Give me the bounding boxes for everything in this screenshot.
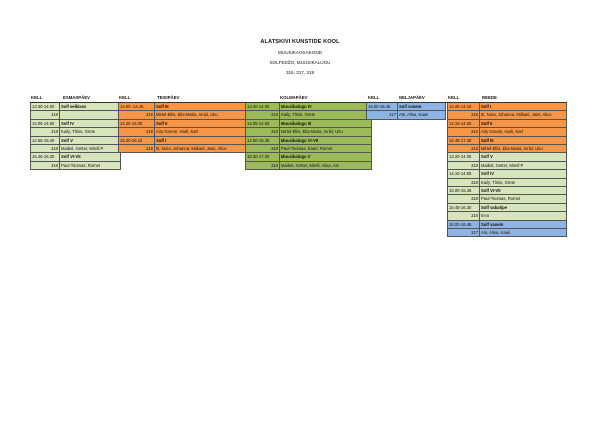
lesson-room-cell	[118, 128, 155, 136]
lesson-time-cell	[245, 137, 280, 145]
lesson-course-cell	[480, 103, 567, 111]
lesson-room: 317	[389, 112, 396, 118]
lesson-course-cell	[60, 120, 121, 128]
lesson-room: 318	[271, 129, 278, 135]
lesson-students: Iti, Nora, Johanna, Miikael, Jass, Alice	[156, 146, 227, 151]
lesson-time-cell	[245, 120, 280, 128]
school-title: ALATSKIVI KUNSTIDE KOOL	[260, 39, 340, 45]
lesson-room: 318	[51, 129, 58, 135]
lesson-students-cell	[398, 111, 446, 119]
lesson-time-cell	[30, 137, 60, 145]
lesson-students-cell	[60, 128, 121, 136]
lesson-course-cell	[480, 221, 567, 229]
lesson-students: Airy Greete, Harli, Karl	[481, 129, 523, 135]
lesson-room: 318	[471, 196, 478, 202]
lesson-time-cell	[118, 103, 155, 111]
lesson-room-cell	[118, 111, 155, 119]
lesson-time-cell	[30, 120, 60, 128]
lesson-room-cell	[447, 229, 480, 237]
lesson-course: Muusikalugu IV	[281, 104, 312, 109]
lesson-room-cell	[447, 179, 480, 187]
lesson-students-cell	[480, 128, 567, 136]
lesson-course-cell	[60, 153, 121, 161]
lesson-students: Mirtel-Eliis, Elia-Maria, Inriid, Uku	[156, 112, 218, 118]
lesson-course: Muusikalugu V	[281, 154, 311, 160]
lesson-time: 14.00.-14.45	[120, 104, 144, 109]
lesson-course: Solf II	[481, 120, 493, 126]
lesson-room-cell	[245, 128, 280, 136]
lesson-room: 316	[471, 129, 478, 135]
lesson-room: 318	[271, 162, 278, 168]
lesson-students-cell	[280, 145, 372, 153]
lesson-room-cell	[447, 162, 480, 170]
lesson-time: 14.10-14.55	[449, 171, 472, 177]
lesson-students: Ats, Alisa, Kaari	[481, 230, 511, 235]
lesson-room-cell	[30, 111, 60, 119]
lesson-time-cell	[447, 103, 480, 111]
lesson-course: Solf VI-VII	[481, 188, 501, 193]
lesson-students-cell	[480, 212, 567, 220]
lesson-room: 316	[146, 112, 153, 118]
lesson-time-cell	[447, 204, 480, 212]
lesson-students-cell	[480, 145, 567, 153]
column-header-tuesday: TEISIPÄEV	[157, 95, 180, 100]
lesson-course-cell	[280, 103, 372, 111]
lesson-time: 13.25-14.10	[449, 104, 472, 109]
lesson-room-cell	[30, 128, 60, 136]
lesson-room: 318	[471, 179, 478, 185]
subjects-label: SOLFEDŽO, MUUSIKALUGU	[269, 60, 331, 65]
lesson-time-cell	[447, 221, 480, 229]
lesson-room: 316	[471, 146, 478, 151]
lesson-students-cell	[280, 128, 372, 136]
lesson-students: Maibel, Getter, Mirell P	[61, 146, 104, 151]
rooms-label: 316, 317, 318	[285, 70, 315, 75]
lesson-time-cell	[447, 137, 480, 145]
lesson-students: Kaily, Tõnis, Grete	[281, 112, 316, 118]
lesson-course: Solf III	[481, 137, 494, 143]
lesson-course: Muusikalugu VI-VII	[281, 137, 319, 143]
lesson-room-cell	[447, 111, 480, 119]
lesson-students-cell	[155, 111, 248, 119]
lesson-students-cell	[480, 162, 567, 170]
lesson-students: Paul-Toomas, Romet	[61, 162, 101, 168]
lesson-time: 13.20-14.05	[247, 104, 270, 109]
lesson-time: 15.30-16.15	[120, 137, 143, 143]
lesson-course: Solf II	[156, 120, 168, 126]
lesson-students-cell	[480, 111, 567, 119]
lesson-students: Maibel, Getter, Mirell P	[481, 162, 524, 168]
lesson-students-cell	[60, 162, 121, 170]
lesson-room: 318	[471, 162, 478, 168]
lesson-students-cell	[480, 195, 567, 203]
lesson-time: 14.55-15.40	[32, 137, 55, 143]
column-header-kell-thu: KELL	[368, 95, 380, 100]
lesson-course-cell	[60, 103, 121, 111]
lesson-course-cell	[155, 120, 248, 128]
lesson-time-cell	[30, 103, 60, 111]
lesson-room-cell	[447, 195, 480, 203]
lesson-course: Solf IV	[481, 171, 495, 177]
lesson-room-cell	[30, 145, 60, 153]
lesson-room: 318	[271, 112, 278, 118]
lesson-room: 316	[146, 129, 153, 135]
lesson-time: 14.45-15.30	[120, 120, 143, 126]
lesson-time: 14.10-14.55	[449, 120, 472, 126]
lesson-time: 14.50-15.35	[247, 137, 270, 143]
lesson-course-cell	[155, 137, 248, 145]
lesson-room: 318	[51, 146, 58, 151]
lesson-students: Paul-Toomas, Kaari, Romet	[281, 146, 333, 151]
lesson-students: Maibel, Getter, Mirell, Alisa, Ats	[281, 162, 339, 168]
lesson-course: Solf V	[481, 154, 493, 160]
lesson-room-cell	[447, 128, 480, 136]
lesson-course: Solf III	[156, 104, 169, 109]
column-header-monday: ESMASPÄEV	[63, 95, 90, 100]
lesson-course-cell	[280, 153, 372, 161]
lesson-room-cell	[245, 111, 280, 119]
lesson-course: Solf vanem	[481, 221, 504, 227]
column-header-friday: REEDE	[482, 95, 497, 100]
lesson-room: 317	[471, 230, 478, 235]
lesson-course-cell	[480, 137, 567, 145]
lesson-course: Solf vanem	[399, 104, 422, 109]
lesson-students-cell	[60, 111, 121, 119]
lesson-time-cell	[366, 103, 398, 111]
lesson-students-cell	[60, 145, 121, 153]
lesson-room-cell	[447, 145, 480, 153]
lesson-time-cell	[118, 137, 155, 145]
lesson-room-cell	[245, 162, 280, 170]
lesson-time-cell	[245, 153, 280, 161]
lesson-students-cell	[155, 145, 248, 153]
lesson-students: Mirtel-Eliis, Elia-Maria, Inriid, Uku	[481, 146, 543, 151]
lesson-course-cell	[480, 153, 567, 161]
lesson-room-cell	[245, 145, 280, 153]
lesson-students: Inno	[481, 213, 490, 219]
lesson-course-cell	[60, 137, 121, 145]
lesson-time-cell	[245, 103, 280, 111]
lesson-students: Airy Greete, Harli, Karl	[156, 129, 198, 135]
lesson-students-cell	[280, 162, 372, 170]
lesson-time-cell	[447, 187, 480, 195]
lesson-room: 318	[51, 112, 58, 118]
lesson-course: Solf eelklass	[61, 104, 87, 109]
column-header-kell-mon: KELL	[31, 95, 43, 100]
lesson-course-cell	[280, 120, 372, 128]
lesson-students: Kaily, Tõnis, Grete	[61, 129, 96, 135]
lesson-room-cell	[366, 111, 398, 119]
lesson-course-cell	[480, 187, 567, 195]
lesson-course: Solf I	[156, 137, 167, 143]
lesson-time: 16.30-17.00	[247, 154, 270, 160]
lesson-room-cell	[447, 212, 480, 220]
lesson-students: Kaily, Tõnis, Grete	[481, 179, 516, 185]
lesson-room: 318	[271, 146, 278, 151]
lesson-room: 318	[471, 213, 478, 219]
column-header-kell-fri: KELL	[448, 95, 460, 100]
lesson-course: Solf vabaõpe	[481, 204, 508, 210]
lesson-course-cell	[280, 137, 372, 145]
column-header-thursday: NELJAPÄEV	[399, 95, 425, 100]
lesson-time: 14.05-14.50	[32, 120, 55, 126]
lesson-students-cell	[480, 179, 567, 187]
lesson-time: 13.20-14.05	[449, 154, 472, 160]
lesson-room: 316	[471, 112, 478, 118]
lesson-course-cell	[480, 170, 567, 178]
lesson-course-cell	[398, 103, 446, 111]
lesson-time-cell	[447, 120, 480, 128]
lesson-time: 15.45-16.30	[32, 154, 55, 160]
lesson-time-cell	[30, 153, 60, 161]
lesson-course: Solf IV	[61, 120, 75, 126]
column-header-wednesday: KOLMAPÄEV	[280, 95, 308, 100]
lesson-time-cell	[118, 120, 155, 128]
lesson-course: Solf I	[481, 104, 492, 109]
lesson-students-cell	[280, 111, 372, 119]
column-header-kell-tue: KELL	[119, 95, 131, 100]
lesson-time: 15.00-15.45	[449, 188, 472, 193]
lesson-students: Ats, Alisa, Kaari	[399, 112, 429, 118]
lesson-course-cell	[480, 204, 567, 212]
lesson-room-cell	[30, 162, 60, 170]
lesson-time: 13.30-14.00	[32, 104, 55, 109]
lesson-course: Muusikalugu III	[281, 120, 312, 126]
lesson-time: 14.05-14.50	[247, 120, 270, 126]
lesson-time-cell	[447, 170, 480, 178]
lesson-time: 16.00-16.45	[368, 104, 391, 109]
lesson-room: 318	[51, 162, 58, 168]
lesson-students-cell	[480, 229, 567, 237]
lesson-course-cell	[480, 120, 567, 128]
lesson-time: 16.00-16.45	[449, 221, 472, 227]
department-label: MUUSIKAOSAKOND	[278, 50, 322, 55]
lesson-course: Solf VI-VII	[61, 154, 81, 160]
lesson-time-cell	[447, 153, 480, 161]
lesson-students-cell	[155, 128, 248, 136]
lesson-students: Paul-Toomas, Romet	[481, 196, 521, 202]
lesson-students: Iti, Nora, Johanna, Miikael, Jass, Alice	[481, 112, 552, 118]
lesson-course: Solf V	[61, 137, 73, 143]
lesson-time: 16.45-17.30	[449, 137, 472, 143]
lesson-students: Mirtel-Eliis, Elia-Maria, Inriid, Uku	[281, 129, 343, 135]
lesson-time: 15.45-16.30	[449, 204, 472, 210]
lesson-course-cell	[155, 103, 248, 111]
lesson-room: 316	[146, 146, 153, 151]
lesson-room-cell	[118, 145, 155, 153]
